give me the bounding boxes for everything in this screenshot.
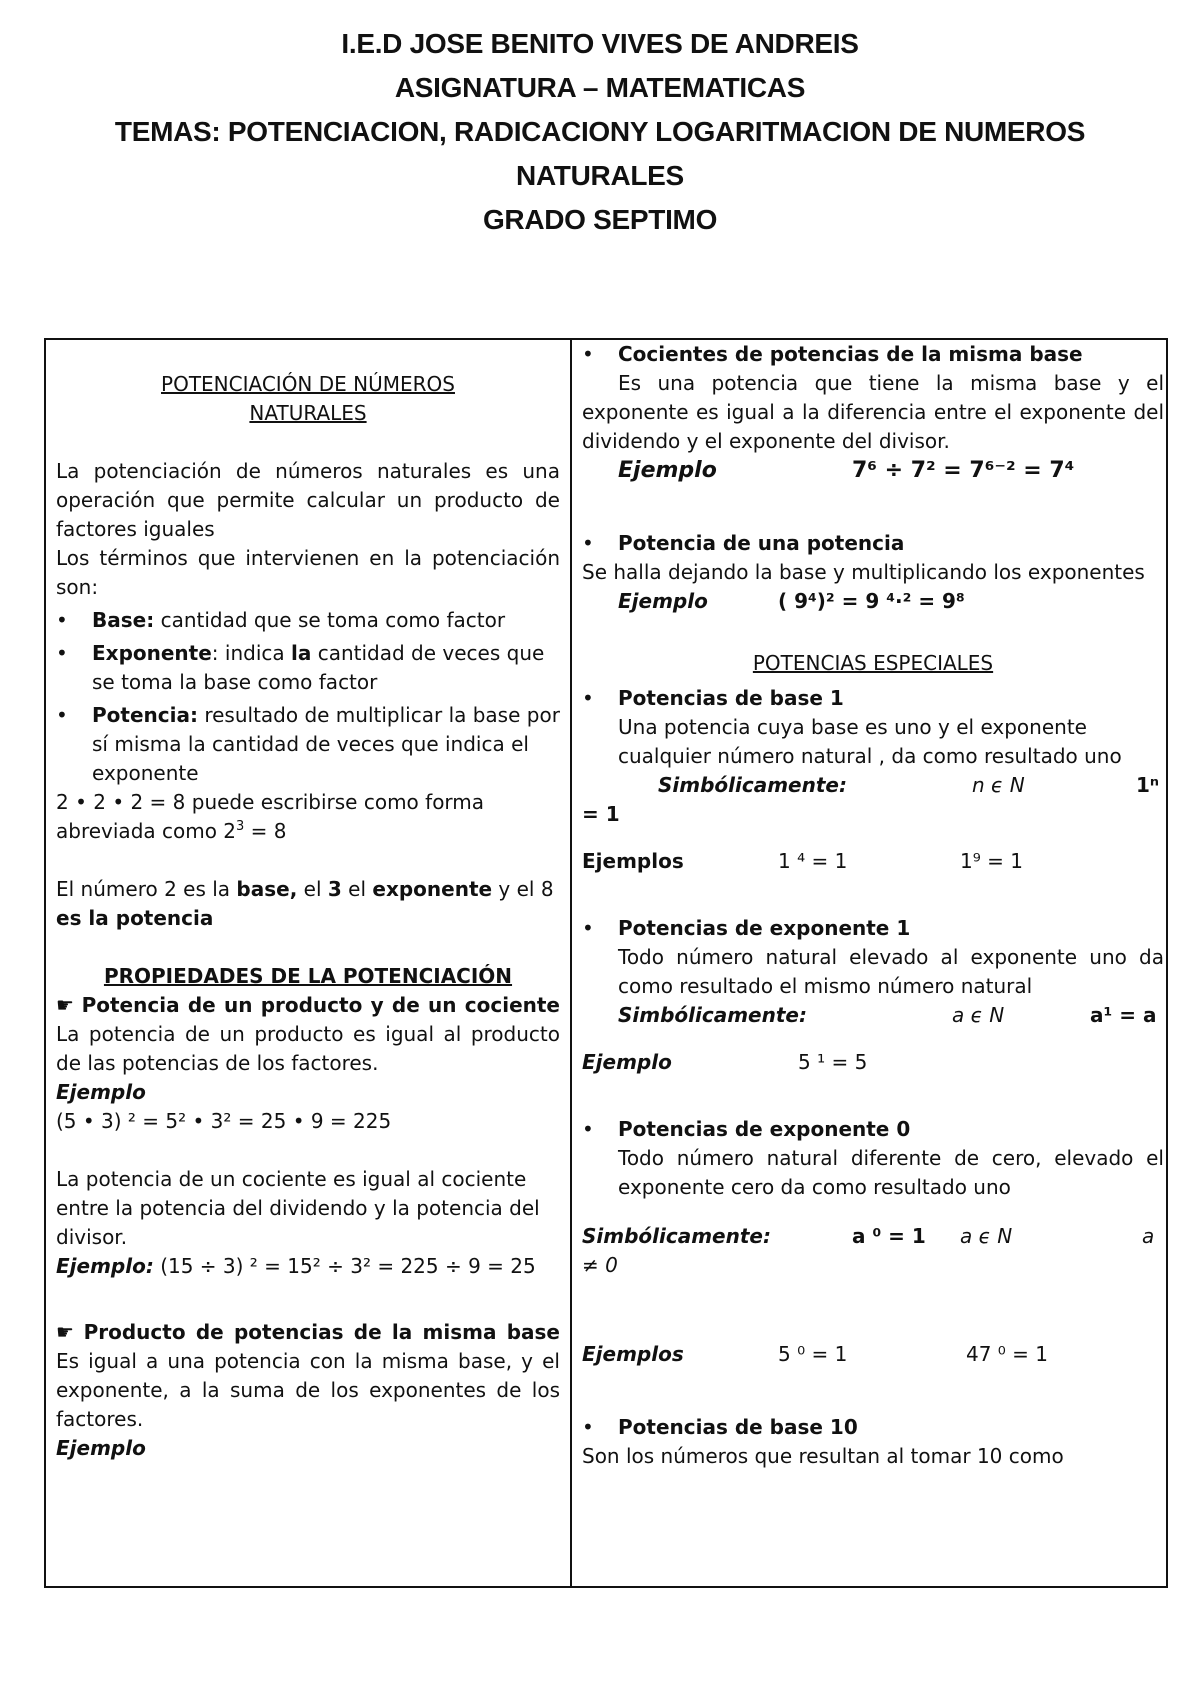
bullet-icon: •	[56, 641, 68, 665]
list-item-base: • Base: cantidad que se toma como factor	[56, 606, 560, 635]
property-product-quotient: ☛ Potencia de un producto y de un cociente La potencia de un producto es igual al producto de las potencias de los factores.	[56, 993, 560, 1075]
power-of-power-description: Se halla dejando la base y multiplicando los exponentes	[582, 560, 1145, 584]
hand-pointer-icon: ☛	[56, 993, 74, 1017]
quotient-paragraph: La potencia de un cociente es igual al cociente entre la potencia del dividendo y la potencia del divisor.	[56, 1167, 540, 1249]
bullet-icon: •	[582, 686, 594, 710]
grade-line: GRADO SEPTIMO	[482, 204, 718, 235]
quotient-description: Es una potencia que tiene la misma base y el exponente es igual a la diferencia entre el exponente del dividendo y el exponente del divisor.	[582, 371, 1164, 453]
bullet-icon: •	[56, 703, 68, 727]
exponent-zero-symbolic: Simbólicamente: a ⁰ = 1 a ϵ N a	[582, 1224, 1155, 1248]
power-of-power-example: Ejemplo ( 9⁴)² = 9 ⁴·² = 9⁸	[618, 589, 965, 613]
right-column	[582, 340, 1164, 1471]
property-product-same-base: ☛ Producto de potencias de la misma base Es igual a una potencia con la misma base, y el exponente, a la suma de los exponentes de los factores.	[56, 1320, 560, 1431]
base-ten-description: Son los números que resultan al tomar 10 como	[582, 1444, 1064, 1468]
bullet-icon: •	[582, 1415, 594, 1439]
base-one-item: • Potencias de base 1	[582, 684, 1164, 713]
list-item-potencia: • Potencia: resultado de multiplicar la base por sí misma la cantidad de veces que indica el exponente	[56, 703, 560, 785]
bullet-icon: •	[582, 531, 594, 555]
document-header	[0, 22, 1200, 242]
special-powers-title: POTENCIAS ESPECIALES	[752, 651, 994, 675]
list-item-exponente: • Exponente: indica la cantidad de veces que se toma la base como factor	[56, 641, 545, 694]
exponent-one-example: Ejemplo 5 ¹ = 5	[582, 1050, 868, 1074]
bullet-icon: •	[56, 608, 68, 632]
left-column	[56, 340, 560, 1463]
bullet-icon: •	[582, 342, 594, 366]
exponent-zero-condition: ≠ 0	[582, 1253, 618, 1277]
bullet-icon: •	[582, 1117, 594, 1141]
product-example: (5 • 3) ² = 5² • 3² = 25 • 9 = 225	[56, 1109, 392, 1133]
power-of-power-item: • Potencia de una potencia	[582, 529, 1164, 558]
content-table	[44, 338, 1168, 1588]
base-one-formula-end: = 1	[582, 802, 620, 826]
subject-line: ASIGNATURA – MATEMATICAS	[394, 72, 806, 103]
exponent-zero-item: • Potencias de exponente 0	[582, 1115, 1164, 1144]
quotient-same-base-item: • Cocientes de potencias de la misma base	[582, 340, 1164, 369]
example-paragraph: 2 • 2 • 2 = 8 puede escribirse como forma abreviada como $2^3 = 8$	[56, 790, 485, 843]
quotient-example: Ejemplo 7⁶ ÷ 7² = 7⁶⁻² = 7⁴	[618, 458, 1075, 483]
example-label: Ejemplo	[56, 1080, 146, 1104]
hand-pointer-icon: ☛	[56, 1320, 74, 1344]
bullet-icon: •	[582, 916, 594, 940]
base-ten-item: • Potencias de base 10	[582, 1413, 1164, 1442]
base-one-description: Una potencia cuya base es uno y el exponente cualquier número natural , da como resultado uno	[618, 715, 1122, 768]
terms-description: El número 2 es la base, el 3 el exponente y el 8 es la potencia	[56, 877, 554, 930]
exponent-one-description: Todo número natural elevado al exponente uno da como resultado el mismo número natural	[618, 945, 1164, 998]
topics-line-2: NATURALES	[516, 160, 684, 191]
exponent-zero-examples: Ejemplos 5 ⁰ = 1 47 ⁰ = 1	[582, 1342, 1049, 1366]
terms-intro: Los términos que intervienen en la potenciación son:	[56, 546, 560, 599]
quotient-example: Ejemplo: (15 ÷ 3) ² = 15² ÷ 3² = 225 ÷ 9 = 25	[56, 1254, 536, 1278]
intro-paragraph: La potenciación de números naturales es una operación que permite calcular un producto de factores iguales	[56, 459, 560, 541]
topics-line-1: TEMAS: POTENCIACION, RADICACIONY LOGARITMACION DE NUMEROS	[114, 116, 1086, 147]
school-name: I.E.D JOSE BENITO VIVES DE ANDREIS	[341, 28, 859, 59]
exponent-one-item: • Potencias de exponente 1	[582, 914, 1164, 943]
section-title-potenciacion: POTENCIACIÓN DE NÚMEROS NATURALES	[161, 372, 455, 425]
base-one-examples: Ejemplos 1 ⁴ = 1 1⁹ = 1	[582, 849, 1023, 873]
example-label: Ejemplo	[56, 1436, 146, 1460]
column-divider	[570, 340, 572, 1586]
properties-title: PROPIEDADES DE LA POTENCIACIÓN	[103, 964, 513, 988]
exponent-zero-description: Todo número natural diferente de cero, elevado el exponente cero da como resultado uno	[618, 1146, 1164, 1199]
exponent-one-symbolic: Simbólicamente: a ϵ N a¹ = a	[618, 1003, 1157, 1027]
base-one-symbolic: Simbólicamente: n ϵ N 1ⁿ	[658, 773, 1160, 797]
